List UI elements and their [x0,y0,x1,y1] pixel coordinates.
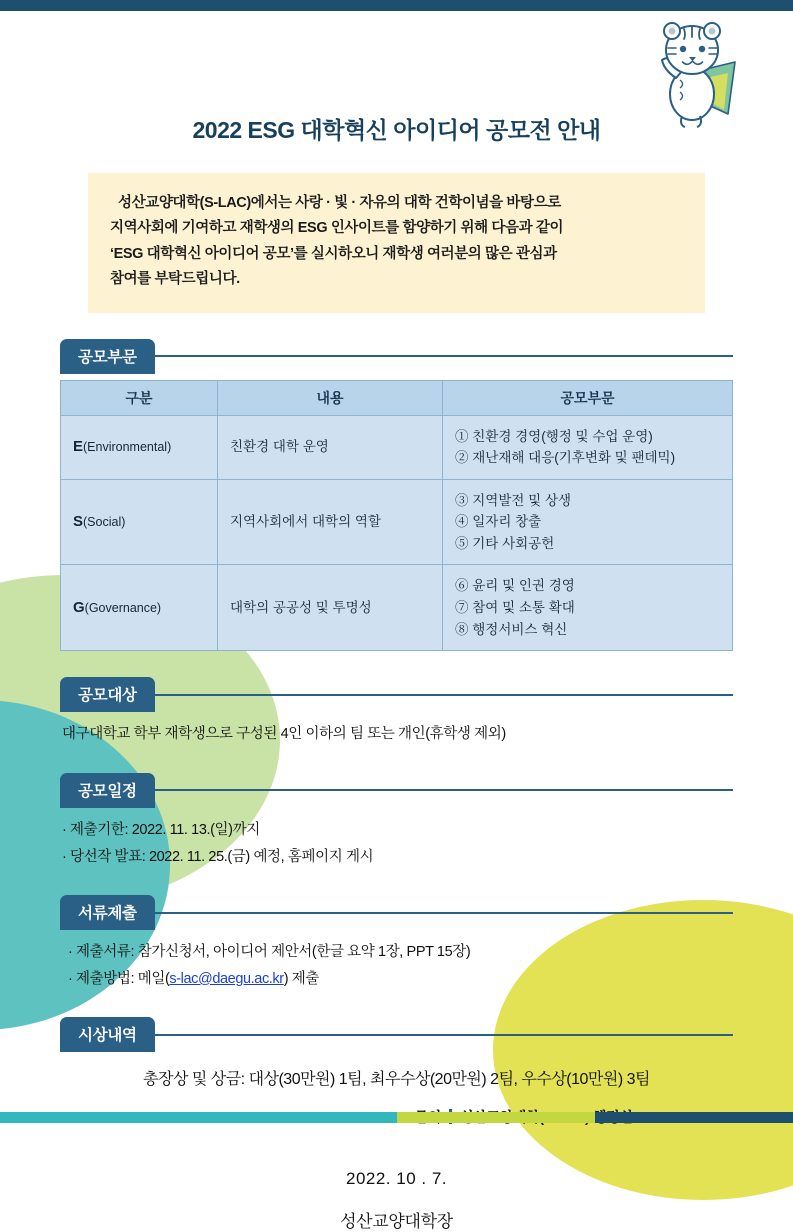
prize-description: 총장상 및 상금: 대상(30만원) 1팀, 최우수상(20만원) 2팀, 우수상(10만원) 3팀 [143,1071,650,1089]
table-cell-division-s [61,479,218,565]
table-header-cell-content: 내용 [218,380,443,415]
intro-line-1: 성산교양대학(S-LAC)에서는 사랑 · 빛 · 자유의 대학 건학이념을 바탕으로 [118,195,561,211]
table-cell-division-e [61,415,218,479]
section-header-target [60,677,733,712]
target-description: 대구대학교 학부 재학생으로 구성된 4인 이하의 팀 또는 개인(휴학생 제외) [62,726,506,743]
section-header-category [60,339,733,374]
tiger-mascot-icon [640,18,745,133]
table-header-cell-category: 공모부문 [443,380,733,415]
signature: 성산교양대학장 [340,1212,453,1232]
section-rule [155,355,733,357]
category-item: ⑦ 참여 및 소통 확대 [455,600,575,616]
section-header-submission [60,895,733,930]
top-bar [0,0,793,11]
esg-table [60,380,733,652]
category-word-g: (Governance) [84,600,162,615]
section-tag-prize: 시상내역 [60,1017,155,1052]
table-cell-content-s: 지역사회에서 대학의 역할 [218,479,443,565]
intro-line-2: 지역사회에 기여하고 재학생의 ESG 인사이트를 함양하기 위해 다음과 같이 [110,220,564,237]
section-category [60,339,733,652]
table-cell-division-g [61,565,218,651]
schedule-list [60,818,733,869]
category-item: ⑤ 기타 사회공헌 [455,535,555,551]
email-link[interactable]: s-lac@daegu.ac.kr [169,970,284,987]
category-word-e: (Environmental) [83,440,172,455]
bottom-bar-segment-teal [0,1112,397,1123]
section-rule [155,789,733,791]
section-tag-schedule: 공모일정 [60,773,155,808]
submission-documents: · 제출서류: 참가신청서, 아이디어 제안서(한글 요약 1장, PPT 15장) [68,944,471,961]
section-rule [155,1034,733,1036]
issue-date: 2022. 10 . 7. [345,1169,448,1189]
section-header-schedule [60,773,733,808]
category-letter-e: E [73,438,84,456]
bottom-bar [0,1112,793,1123]
table-cell-items-e [443,415,733,479]
intro-line-4: 참여를 부탁드립니다. [110,271,240,288]
bottom-bar-segment-navy [595,1112,793,1123]
section-rule [155,912,733,914]
section-rule [155,694,733,696]
category-item: ④ 일자리 창출 [455,514,542,530]
category-letter-g: G [73,598,85,616]
category-word-s: (Social) [83,515,126,530]
section-target [60,677,733,747]
table-cell-content-g: 대학의 공공성 및 투명성 [218,565,443,651]
schedule-item: · 당선작 발표: 2022. 11. 25.(금) 예정, 홈페이지 게시 [62,848,374,865]
bottom-bar-segment-green [397,1112,595,1123]
table-row [61,415,733,479]
submission-method-suffix: ) 제출 [283,970,319,987]
table-cell-items-s [443,479,733,565]
table-row [61,479,733,565]
submission-method-prefix: · 제출방법: 메일( [68,970,170,987]
category-item: ⑥ 윤리 및 인권 경영 [455,578,575,594]
section-tag-submission: 서류제출 [60,895,155,930]
section-schedule [60,773,733,869]
submission-list [60,940,733,991]
section-header-prize [60,1017,733,1052]
submission-method [68,967,733,992]
page-title: 2022 ESG 대학혁신 아이디어 공모전 안내 [192,117,601,143]
table-row [61,565,733,651]
table-cell-items-g [443,565,733,651]
category-item: ② 재난재해 대응(기후변화 및 팬데믹) [455,450,676,466]
table-header-row [61,380,733,415]
category-item: ⑧ 행정서비스 혁신 [455,621,568,637]
table-cell-content-e: 친환경 대학 운영 [218,415,443,479]
intro-paragraph [88,173,705,313]
section-tag-category: 공모부문 [60,339,155,374]
section-submission [60,895,733,991]
section-prize [60,1017,733,1127]
schedule-item: · 제출기한: 2022. 11. 13.(일)까지 [62,821,260,838]
table-header-cell-division: 구분 [61,380,218,415]
category-item: ① 친환경 경영(행정 및 수업 운영) [455,428,653,444]
intro-line-3: ‘ESG 대학혁신 아이디어 공모’를 실시하오니 재학생 여러분의 많은 관심과 [110,245,557,262]
section-tag-target: 공모대상 [60,677,155,712]
category-letter-s: S [73,513,84,531]
category-item: ③ 지역발전 및 상생 [455,492,572,508]
